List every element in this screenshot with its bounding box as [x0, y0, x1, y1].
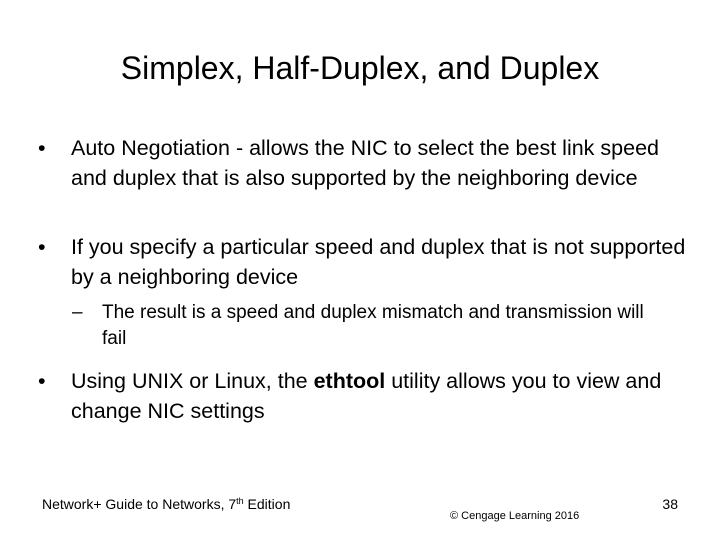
footer-source: [42, 495, 290, 513]
bullet-text: [71, 366, 688, 426]
bullet-item: [38, 366, 688, 426]
bullet-text: Auto Negotiation - allows the NIC to select the best link speed and duplex that is also supported by the neighboring device: [71, 136, 659, 190]
ethtool-command: ethtool: [313, 369, 386, 393]
bullet-marker: •: [38, 369, 46, 393]
bullet-text-before: Using UNIX or Linux, the: [71, 369, 314, 393]
sub-bullet-item: [72, 300, 652, 352]
sub-bullet-marker: –: [72, 302, 83, 323]
bullet-text-after: utility allows you to view and change NIC settings: [71, 369, 662, 423]
bullet-text: If you specify a particular speed and duplex that is not supported by a neighboring device: [71, 235, 686, 289]
bullet-item: [38, 133, 688, 193]
footer-source-prefix: Network+ Guide to Networks, 7: [42, 496, 237, 512]
bullet-item: [38, 232, 688, 292]
slide-title: Simplex, Half-Duplex, and Duplex: [120, 50, 600, 86]
footer-source-superscript: th: [236, 496, 244, 506]
page-number: 38: [662, 496, 678, 512]
bullet-marker: •: [38, 136, 46, 160]
sub-bullet-text: The result is a speed and duplex mismatch and transmission will fail: [102, 302, 644, 349]
footer-copyright: © Cengage Learning 2016: [450, 510, 580, 522]
footer-source-suffix: Edition: [243, 496, 291, 512]
bullet-marker: •: [38, 235, 46, 259]
